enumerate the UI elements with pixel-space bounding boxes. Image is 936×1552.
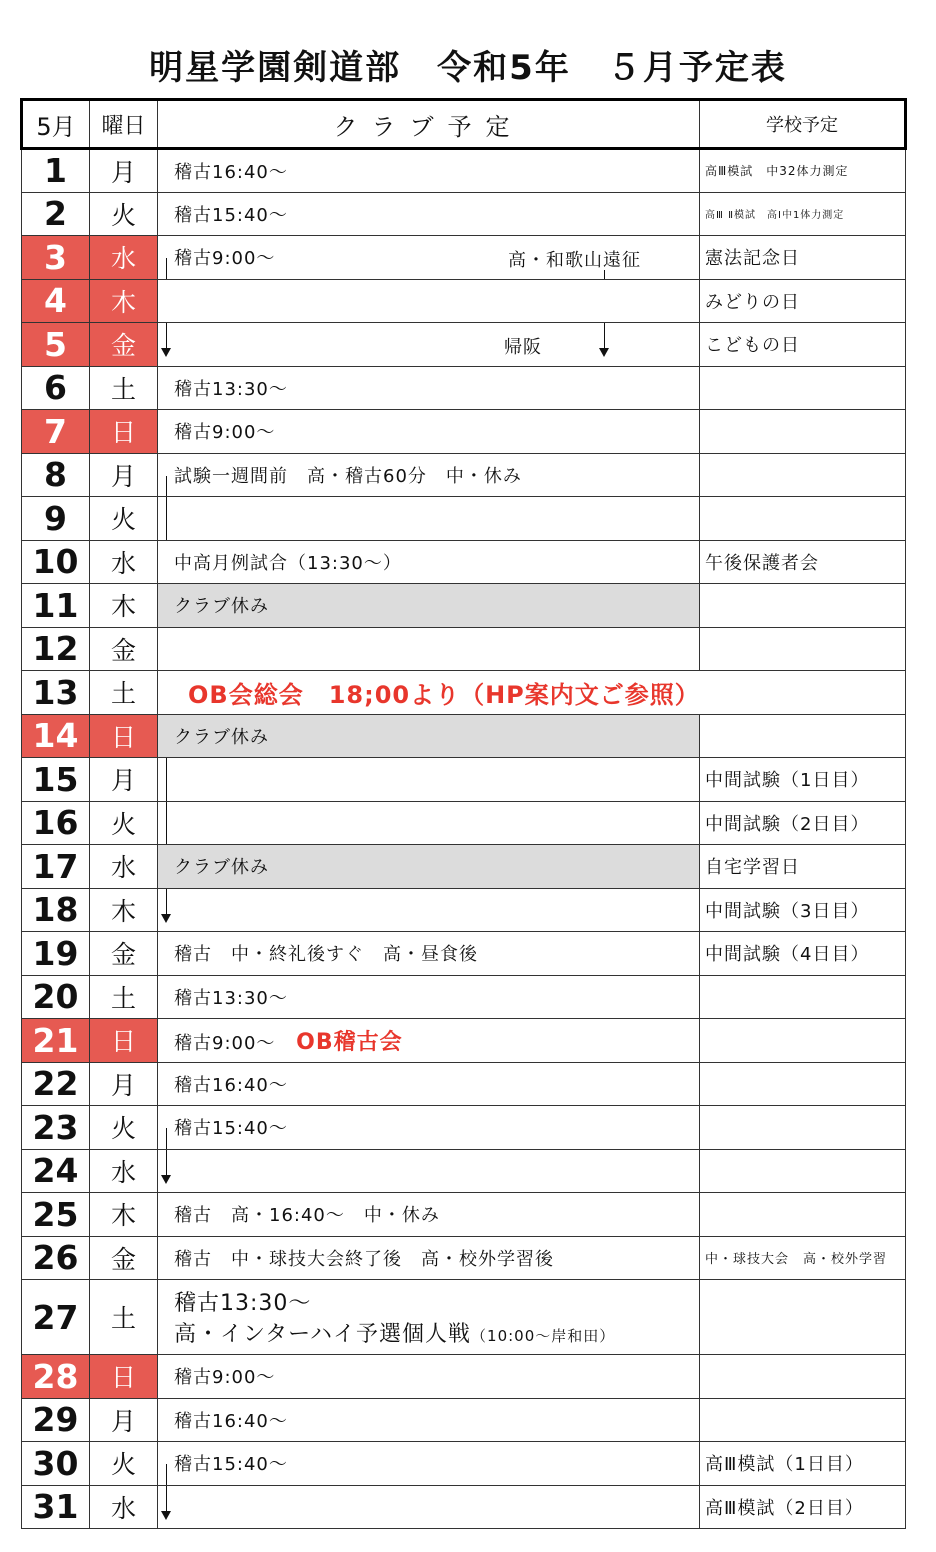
- club-plan: 稽古16:40～: [158, 1062, 700, 1106]
- day-of-week: 木: [90, 888, 158, 932]
- club-plan-text: 稽古9:00～: [174, 1032, 276, 1054]
- day-row-3: [22, 236, 906, 280]
- school-plan: 午後保護者会: [700, 540, 906, 584]
- school-plan: [700, 627, 906, 671]
- schedule-table: [20, 98, 907, 1529]
- day-row-15: [22, 758, 906, 802]
- day-number: 31: [22, 1485, 90, 1529]
- ob-practice-label: OB稽古会: [296, 1029, 403, 1055]
- club-plan: [158, 1280, 700, 1355]
- day-of-week: 土: [90, 366, 158, 410]
- day-row-7: [22, 410, 906, 454]
- club-plan-line2: [174, 1317, 699, 1348]
- day-number: 25: [22, 1193, 90, 1237]
- day-of-week: 金: [90, 627, 158, 671]
- day-row-30: [22, 1442, 906, 1486]
- school-plan: [700, 366, 906, 410]
- return-label: 帰阪: [504, 337, 542, 358]
- school-plan: [700, 975, 906, 1019]
- school-plan: [700, 1149, 906, 1193]
- day-number: 16: [22, 801, 90, 845]
- span-line: [166, 758, 167, 801]
- club-plan: [158, 1442, 700, 1486]
- day-row-8: [22, 453, 906, 497]
- school-plan: 中間試験（3日目）: [700, 888, 906, 932]
- day-number: 2: [22, 192, 90, 236]
- interhigh-note: （10:00～岸和田）: [471, 1327, 616, 1345]
- day-row-24: [22, 1149, 906, 1193]
- club-plan: 稽古9:00～: [158, 1355, 700, 1399]
- day-number: 24: [22, 1149, 90, 1193]
- club-plan: [158, 1106, 700, 1150]
- school-plan: [700, 584, 906, 628]
- club-plan: 稽古 中・球技大会終了後 高・校外学習後: [158, 1236, 700, 1280]
- school-plan: こどもの日: [700, 323, 906, 367]
- span-line: [166, 258, 167, 279]
- club-plan: 稽古 中・終礼後すぐ 高・昼食後: [158, 932, 700, 976]
- page-title: 明星学園剣道部 令和5年 ５月予定表: [149, 48, 787, 88]
- club-plan: 稽古16:40～: [158, 1398, 700, 1442]
- day-of-week: 土: [90, 1280, 158, 1355]
- club-plan-line1: 稽古13:30～: [174, 1291, 312, 1316]
- day-of-week: 金: [90, 932, 158, 976]
- club-plan: 中高月例試合（13:30～）: [158, 540, 700, 584]
- day-of-week: 月: [90, 453, 158, 497]
- day-number: 29: [22, 1398, 90, 1442]
- day-of-week: 土: [90, 671, 158, 715]
- day-row-27: [22, 1280, 906, 1355]
- day-row-9: [22, 497, 906, 541]
- day-of-week: 水: [90, 540, 158, 584]
- down-arrow-icon: [166, 1150, 167, 1182]
- day-row-10: [22, 540, 906, 584]
- day-number: 18: [22, 888, 90, 932]
- school-plan: 憲法記念日: [700, 236, 906, 280]
- day-of-week: 月: [90, 149, 158, 193]
- day-number: 19: [22, 932, 90, 976]
- school-plan: 高Ⅲ模試（2日目）: [700, 1485, 906, 1529]
- day-row-4: [22, 279, 906, 323]
- club-plan: クラブ休み: [158, 845, 700, 889]
- day-number: 26: [22, 1236, 90, 1280]
- school-plan: 自宅学習日: [700, 845, 906, 889]
- day-number: 7: [22, 410, 90, 454]
- schedule-body: [22, 149, 906, 1529]
- down-arrow-icon: [604, 323, 605, 355]
- school-plan: [700, 1355, 906, 1399]
- day-row-29: [22, 1398, 906, 1442]
- day-of-week: 火: [90, 801, 158, 845]
- day-of-week: 金: [90, 1236, 158, 1280]
- day-number: 5: [22, 323, 90, 367]
- day-of-week: 火: [90, 192, 158, 236]
- school-plan: [700, 714, 906, 758]
- club-plan: [158, 627, 700, 671]
- club-plan: [158, 758, 700, 802]
- school-plan: 中間試験（4日目）: [700, 932, 906, 976]
- club-plan: [158, 1485, 700, 1529]
- day-row-17: [22, 845, 906, 889]
- day-of-week: 金: [90, 323, 158, 367]
- school-plan: 中間試験（2日目）: [700, 801, 906, 845]
- day-number: 9: [22, 497, 90, 541]
- day-number: 6: [22, 366, 90, 410]
- day-number: 3: [22, 236, 90, 280]
- down-arrow-icon: [166, 1486, 167, 1518]
- day-number: 1: [22, 149, 90, 193]
- day-row-1: [22, 149, 906, 193]
- day-of-week: 木: [90, 584, 158, 628]
- day-row-21: [22, 1019, 906, 1063]
- day-of-week: 月: [90, 758, 158, 802]
- club-plan: [158, 279, 700, 323]
- club-plan: [158, 1149, 700, 1193]
- day-row-20: [22, 975, 906, 1019]
- school-plan: [700, 1398, 906, 1442]
- day-number: 20: [22, 975, 90, 1019]
- day-row-31: [22, 1485, 906, 1529]
- down-arrow-icon: [166, 323, 167, 355]
- span-line: [166, 497, 167, 540]
- club-plan: クラブ休み: [158, 584, 700, 628]
- trip-label: 高・和歌山遠征: [508, 250, 641, 271]
- school-plan: 中・球技大会 高・校外学習: [700, 1236, 906, 1280]
- day-of-week: 木: [90, 279, 158, 323]
- day-of-week: 月: [90, 1398, 158, 1442]
- day-row-22: [22, 1062, 906, 1106]
- day-number: 13: [22, 671, 90, 715]
- day-number: 14: [22, 714, 90, 758]
- day-row-19: [22, 932, 906, 976]
- club-plan: 稽古13:30～: [158, 975, 700, 1019]
- day-number: 30: [22, 1442, 90, 1486]
- club-plan: 稽古16:40～: [158, 149, 700, 193]
- day-of-week: 日: [90, 1019, 158, 1063]
- span-line: [166, 802, 167, 845]
- day-row-26: [22, 1236, 906, 1280]
- day-row-18: [22, 888, 906, 932]
- header-school: 学校予定: [700, 100, 906, 149]
- club-plan-text: 試験一週間前 高・稽古60分 中・休み: [174, 465, 522, 487]
- school-plan: [700, 453, 906, 497]
- day-number: 22: [22, 1062, 90, 1106]
- school-plan: [700, 497, 906, 541]
- club-plan: [158, 323, 700, 367]
- school-plan: 高Ⅲ Ⅱ模試 高Ⅰ中1体力測定: [700, 192, 906, 236]
- school-plan: みどりの日: [700, 279, 906, 323]
- club-plan-text: 稽古9:00～: [174, 248, 276, 270]
- day-row-5: [22, 323, 906, 367]
- school-plan: [700, 1106, 906, 1150]
- day-of-week: 木: [90, 1193, 158, 1237]
- day-number: 15: [22, 758, 90, 802]
- club-plan: [158, 453, 700, 497]
- day-number: 23: [22, 1106, 90, 1150]
- day-number: 4: [22, 279, 90, 323]
- day-of-week: 火: [90, 497, 158, 541]
- day-number: 8: [22, 453, 90, 497]
- club-plan-text: 稽古15:40～: [174, 1454, 288, 1476]
- day-row-11: [22, 584, 906, 628]
- day-row-23: [22, 1106, 906, 1150]
- school-plan: [700, 410, 906, 454]
- club-plan-text: 稽古15:40～: [174, 1118, 288, 1140]
- club-plan: クラブ休み: [158, 714, 700, 758]
- club-plan: 稽古 高・16:40～ 中・休み: [158, 1193, 700, 1237]
- day-number: 17: [22, 845, 90, 889]
- club-plan: 稽古9:00～: [158, 410, 700, 454]
- day-row-12: [22, 627, 906, 671]
- day-row-14: [22, 714, 906, 758]
- school-plan: 高Ⅲ模試 中32体力測定: [700, 149, 906, 193]
- school-plan: [700, 1062, 906, 1106]
- day-of-week: 火: [90, 1106, 158, 1150]
- day-of-week: 月: [90, 1062, 158, 1106]
- header-month: 5月: [22, 100, 90, 149]
- header-club: クラブ予定: [158, 100, 700, 149]
- day-row-25: [22, 1193, 906, 1237]
- header-dow: 曜日: [90, 100, 158, 149]
- day-of-week: 土: [90, 975, 158, 1019]
- day-number: 27: [22, 1280, 90, 1355]
- school-plan: [700, 1193, 906, 1237]
- club-plan: [158, 236, 700, 280]
- day-of-week: 水: [90, 236, 158, 280]
- interhigh-label: 高・インターハイ予選個人戦: [174, 1322, 472, 1347]
- school-plan: [700, 1019, 906, 1063]
- span-line: [166, 476, 167, 497]
- club-plan: 稽古15:40～: [158, 192, 700, 236]
- school-plan: 中間試験（1日目）: [700, 758, 906, 802]
- day-of-week: 水: [90, 845, 158, 889]
- span-line: [604, 270, 605, 279]
- day-number: 21: [22, 1019, 90, 1063]
- day-number: 12: [22, 627, 90, 671]
- day-of-week: 水: [90, 1485, 158, 1529]
- day-of-week: 水: [90, 1149, 158, 1193]
- club-plan: [158, 1019, 700, 1063]
- club-plan: [158, 888, 700, 932]
- day-number: 28: [22, 1355, 90, 1399]
- club-plan: 稽古13:30～: [158, 366, 700, 410]
- day-of-week: 日: [90, 714, 158, 758]
- day-of-week: 日: [90, 1355, 158, 1399]
- club-plan: [158, 801, 700, 845]
- day-row-16: [22, 801, 906, 845]
- day-number: 10: [22, 540, 90, 584]
- day-number: 11: [22, 584, 90, 628]
- down-arrow-icon: [166, 889, 167, 921]
- club-plan: OB会総会 18;00より（HP案内文ご参照）: [158, 671, 906, 715]
- span-line: [166, 1464, 167, 1485]
- span-line: [166, 1128, 167, 1149]
- day-row-13: [22, 671, 906, 715]
- day-of-week: 日: [90, 410, 158, 454]
- school-plan: 高Ⅲ模試（1日目）: [700, 1442, 906, 1486]
- day-row-6: [22, 366, 906, 410]
- header-row: [22, 100, 906, 149]
- day-of-week: 火: [90, 1442, 158, 1486]
- day-row-28: [22, 1355, 906, 1399]
- day-row-2: [22, 192, 906, 236]
- club-plan: [158, 497, 700, 541]
- school-plan: [700, 1280, 906, 1355]
